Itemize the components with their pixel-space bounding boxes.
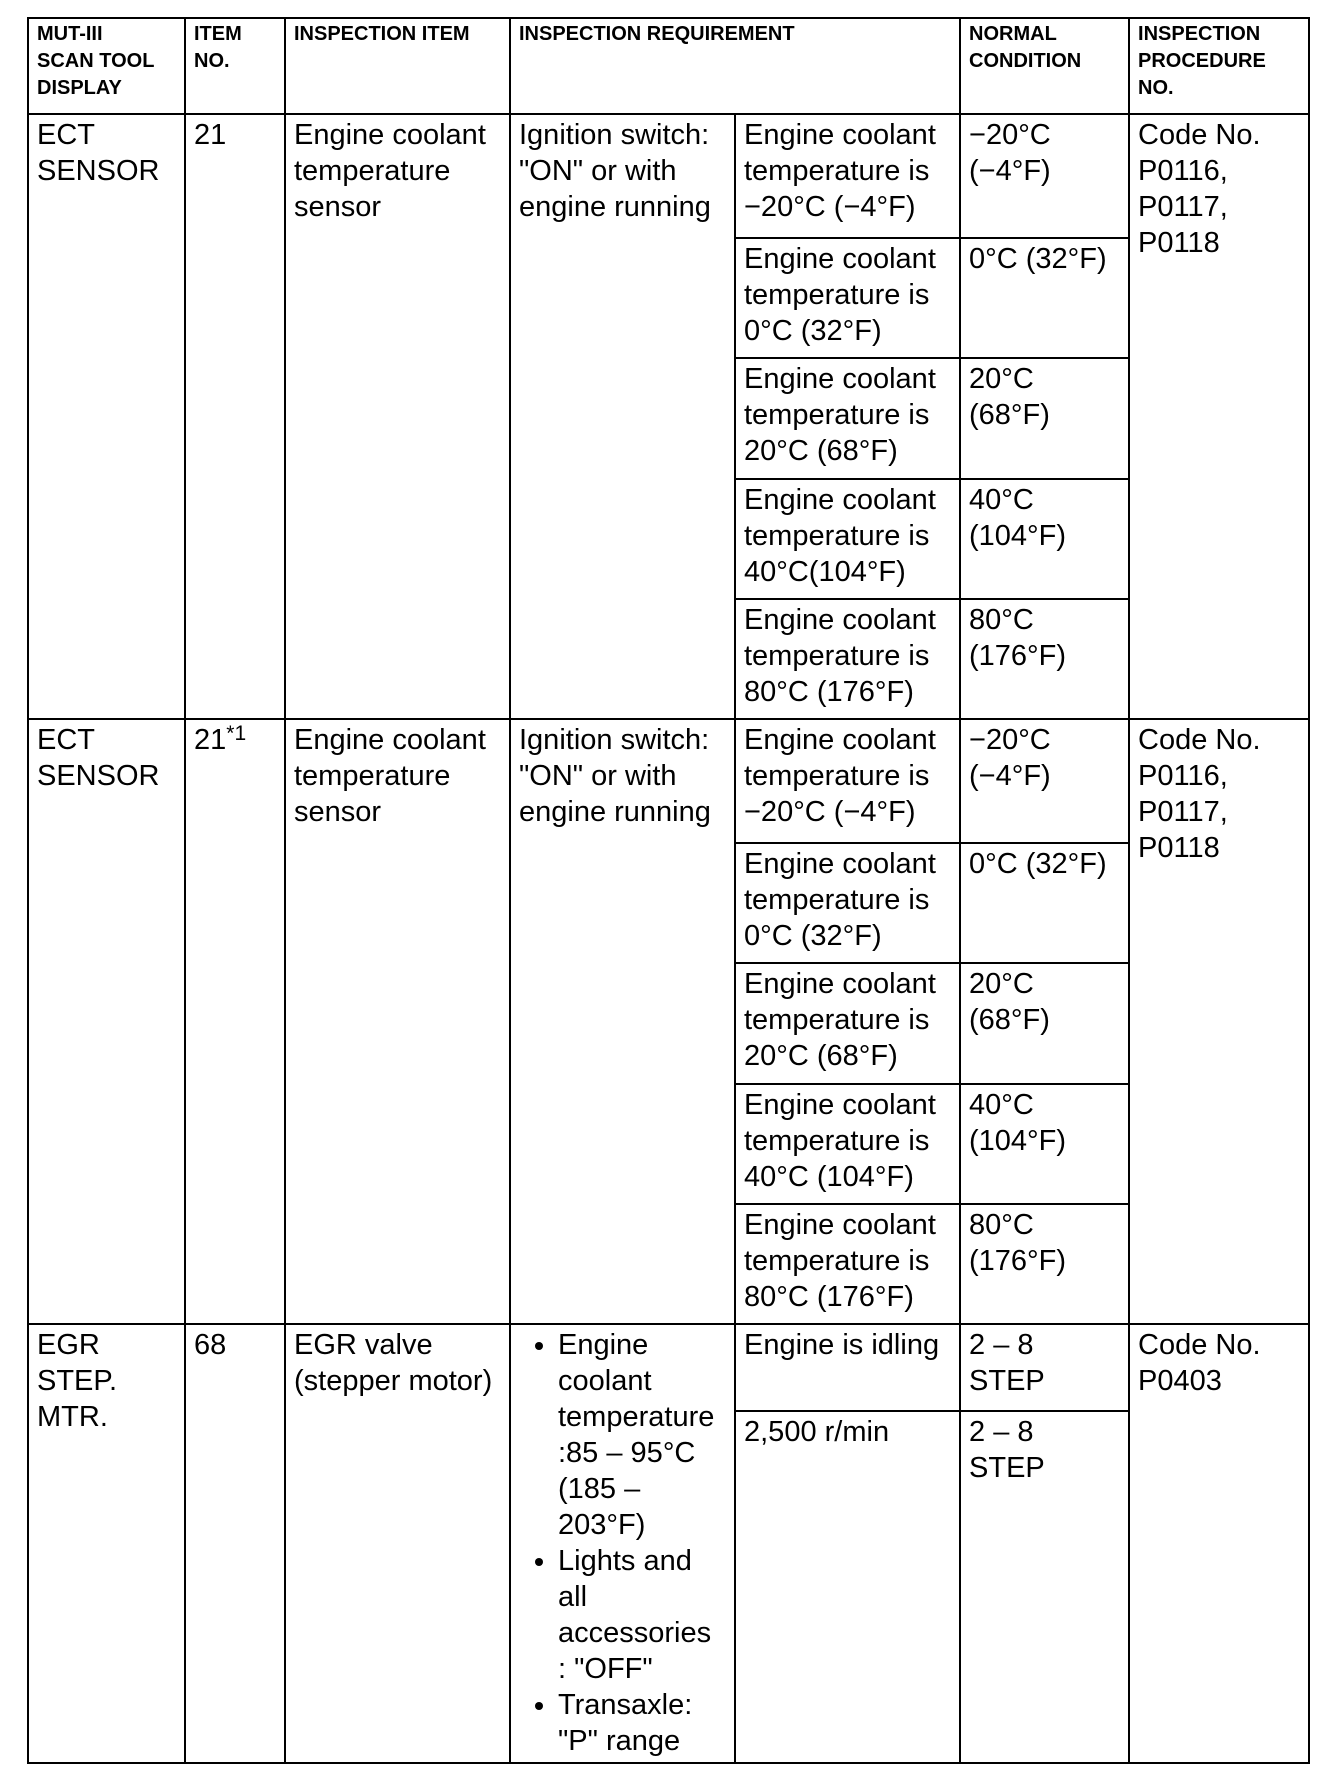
normal-condition: 80°C (176°F) [960, 599, 1129, 719]
requirement-condition: Engine coolant temperature is 20°C (68°F) [735, 963, 960, 1083]
requirement-condition: Engine is idling [735, 1324, 960, 1411]
item-number: 68 [185, 1324, 285, 1763]
item-number [185, 719, 285, 1324]
requirement-condition: Engine coolant temperature is 80°C (176°F) [735, 1204, 960, 1324]
inspection-requirement [510, 1324, 735, 1763]
table-row [28, 1324, 1309, 1411]
normal-condition: 40°C (104°F) [960, 479, 1129, 599]
header-item-no: ITEM NO. [185, 18, 285, 114]
requirement-condition: Engine coolant temperature is 40°C (104°F) [735, 1084, 960, 1204]
normal-condition: 2 – 8 STEP [960, 1411, 1129, 1763]
header-procedure-no: INSPECTION PROCEDURE NO. [1129, 18, 1309, 114]
header-inspection-requirement: INSPECTION REQUIREMENT [510, 18, 960, 114]
requirement-condition: 2,500 r/min [735, 1411, 960, 1763]
header-display: MUT-III SCAN TOOL DISPLAY [28, 18, 185, 114]
inspection-item: EGR valve (stepper motor) [285, 1324, 510, 1763]
header-normal-condition: NORMAL CONDITION [960, 18, 1129, 114]
requirement-list [519, 1327, 726, 1759]
normal-condition: 2 – 8 STEP [960, 1324, 1129, 1411]
inspection-table [27, 17, 1310, 1764]
header-row [28, 18, 1309, 114]
requirement-condition: Engine coolant temperature is −20°C (−4°F) [735, 719, 960, 843]
procedure-code: Code No. P0116, P0117, P0118 [1129, 719, 1309, 1324]
requirement-condition: Engine coolant temperature is 40°C(104°F) [735, 479, 960, 599]
requirement-condition: Engine coolant temperature is −20°C (−4°F) [735, 114, 960, 238]
normal-condition: 80°C (176°F) [960, 1204, 1129, 1324]
item-number: 21 [185, 114, 285, 719]
table-row [28, 719, 1309, 843]
display-name: EGR STEP. MTR. [28, 1324, 185, 1763]
requirement-bullet: • Lights and all accessories : "OFF" [558, 1543, 726, 1687]
display-name: ECT SENSOR [28, 719, 185, 1324]
normal-condition: 0°C (32°F) [960, 238, 1129, 358]
normal-condition: 40°C (104°F) [960, 1084, 1129, 1204]
procedure-code: Code No. P0116, P0117, P0118 [1129, 114, 1309, 719]
inspection-item: Engine coolant temperature sensor [285, 114, 510, 719]
normal-condition: 20°C (68°F) [960, 963, 1129, 1083]
header-inspection-item: INSPECTION ITEM [285, 18, 510, 114]
footnote-mark: *1 [226, 722, 247, 746]
requirement-condition: Engine coolant temperature is 80°C (176°F) [735, 599, 960, 719]
normal-condition: −20°C (−4°F) [960, 114, 1129, 238]
requirement-condition: Engine coolant temperature is 0°C (32°F) [735, 843, 960, 963]
inspection-requirement: Ignition switch: "ON" or with engine running [510, 719, 735, 1324]
inspection-item: Engine coolant temperature sensor [285, 719, 510, 1324]
procedure-code: Code No. P0403 [1129, 1324, 1309, 1763]
requirement-condition: Engine coolant temperature is 0°C (32°F) [735, 238, 960, 358]
item-number-value: 21 [194, 724, 227, 757]
requirement-bullet: • Transaxle: "P" range [558, 1687, 726, 1759]
requirement-condition: Engine coolant temperature is 20°C (68°F) [735, 358, 960, 478]
normal-condition: −20°C (−4°F) [960, 719, 1129, 843]
inspection-requirement: Ignition switch: "ON" or with engine running [510, 114, 735, 719]
normal-condition: 0°C (32°F) [960, 843, 1129, 963]
display-name: ECT SENSOR [28, 114, 185, 719]
requirement-bullet: • Engine coolant temperature :85 – 95°C (185 – 203°F) [558, 1327, 726, 1543]
table-row [28, 114, 1309, 238]
normal-condition: 20°C (68°F) [960, 358, 1129, 478]
